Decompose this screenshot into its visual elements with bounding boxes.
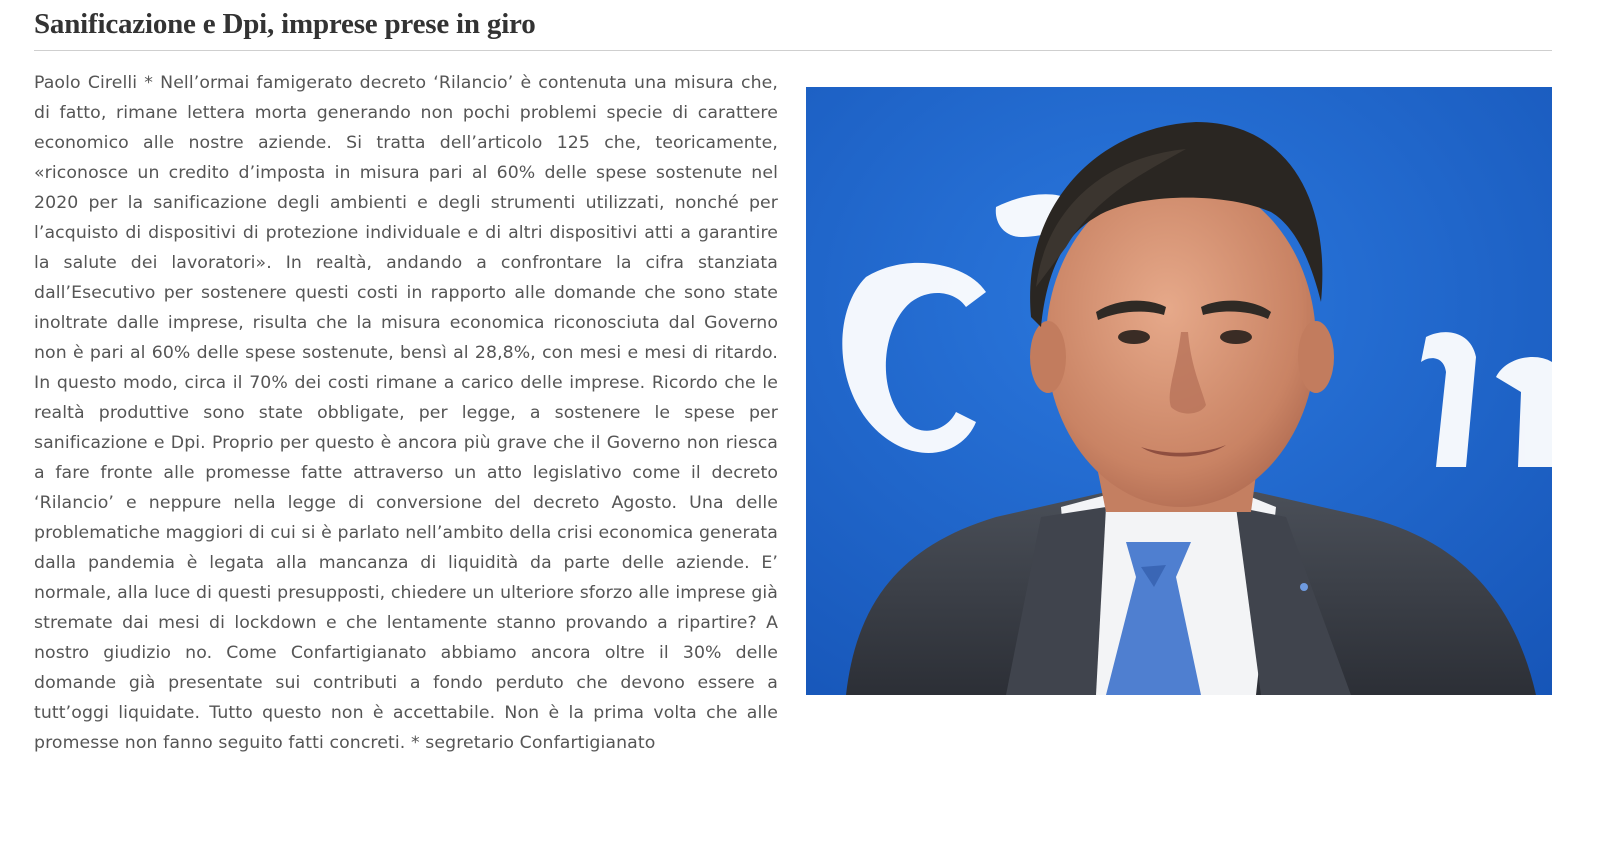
title-divider — [34, 50, 1552, 51]
article-text: Paolo Cirelli * Nell’ormai famigerato decreto ‘Rilancio’ è contenuta una misura che, di fatto, rimane lettera morta generando non pochi problemi specie di carattere economico alle nostre aziende. Si tratta dell’articolo 125 che, teoricamente, «riconosce un credito d’imposta in misura pari al 60% delle spese sostenute nel 2020 per la sanificazione degli ambienti e degli strumenti utilizzati, nonché per l’acquisto di dispositivi di protezione individuale e di altri dispositivi atti a garantire la salute dei lavoratori». In realtà, andando a confrontare la cifra stanziata dall’Esecutivo per sostenere questi costi in rapporto alle domande che sono state inoltrate dalle imprese, risulta che la misura economica riconosciuta dal Governo non è pari al 60% delle spese sostenute, bensì al 28,8%, con mesi e mesi di ritardo. In questo modo, circa il 70% dei costi rimane a carico delle imprese. Ricordo che le realtà produttive sono state obbligate, per legge, a sostenere le spese per sanificazione e Dpi. Proprio per questo è ancora più grave che il Governo non riesca a fare fronte alle promesse fatte attraverso un atto legislativo come il decreto ‘Rilancio’ e neppure nella legge di conversione del decreto Agosto. Una delle problematiche maggiori di cui si è parlato nell’ambito della crisi economica generata dalla pandemia è legata alla mancanza di liquidità da parte delle aziende. E’ normale, alla luce di questi presupposti, chiedere un ulteriore sforzo alle imprese già stremate dai mesi di lockdown e che lentamente stanno provando a ripartire? A nostro giudizio no. Come Confartigianato abbiamo ancora oltre il 30% delle domande già presentate sui contributi a fondo perduto che devono essere a tutt’oggi liquidate. Tutto questo non è accettabile. Non è la prima volta che alle promesse non fanno seguito fatti concreti. * segretario Confartigianato — [34, 73, 778, 753]
article-title: Sanificazione e Dpi, imprese prese in giro — [34, 8, 536, 40]
portrait-illustration — [806, 87, 1552, 695]
portrait-photo — [806, 87, 1552, 695]
article-body — [34, 68, 1552, 758]
article — [34, 0, 1564, 758]
